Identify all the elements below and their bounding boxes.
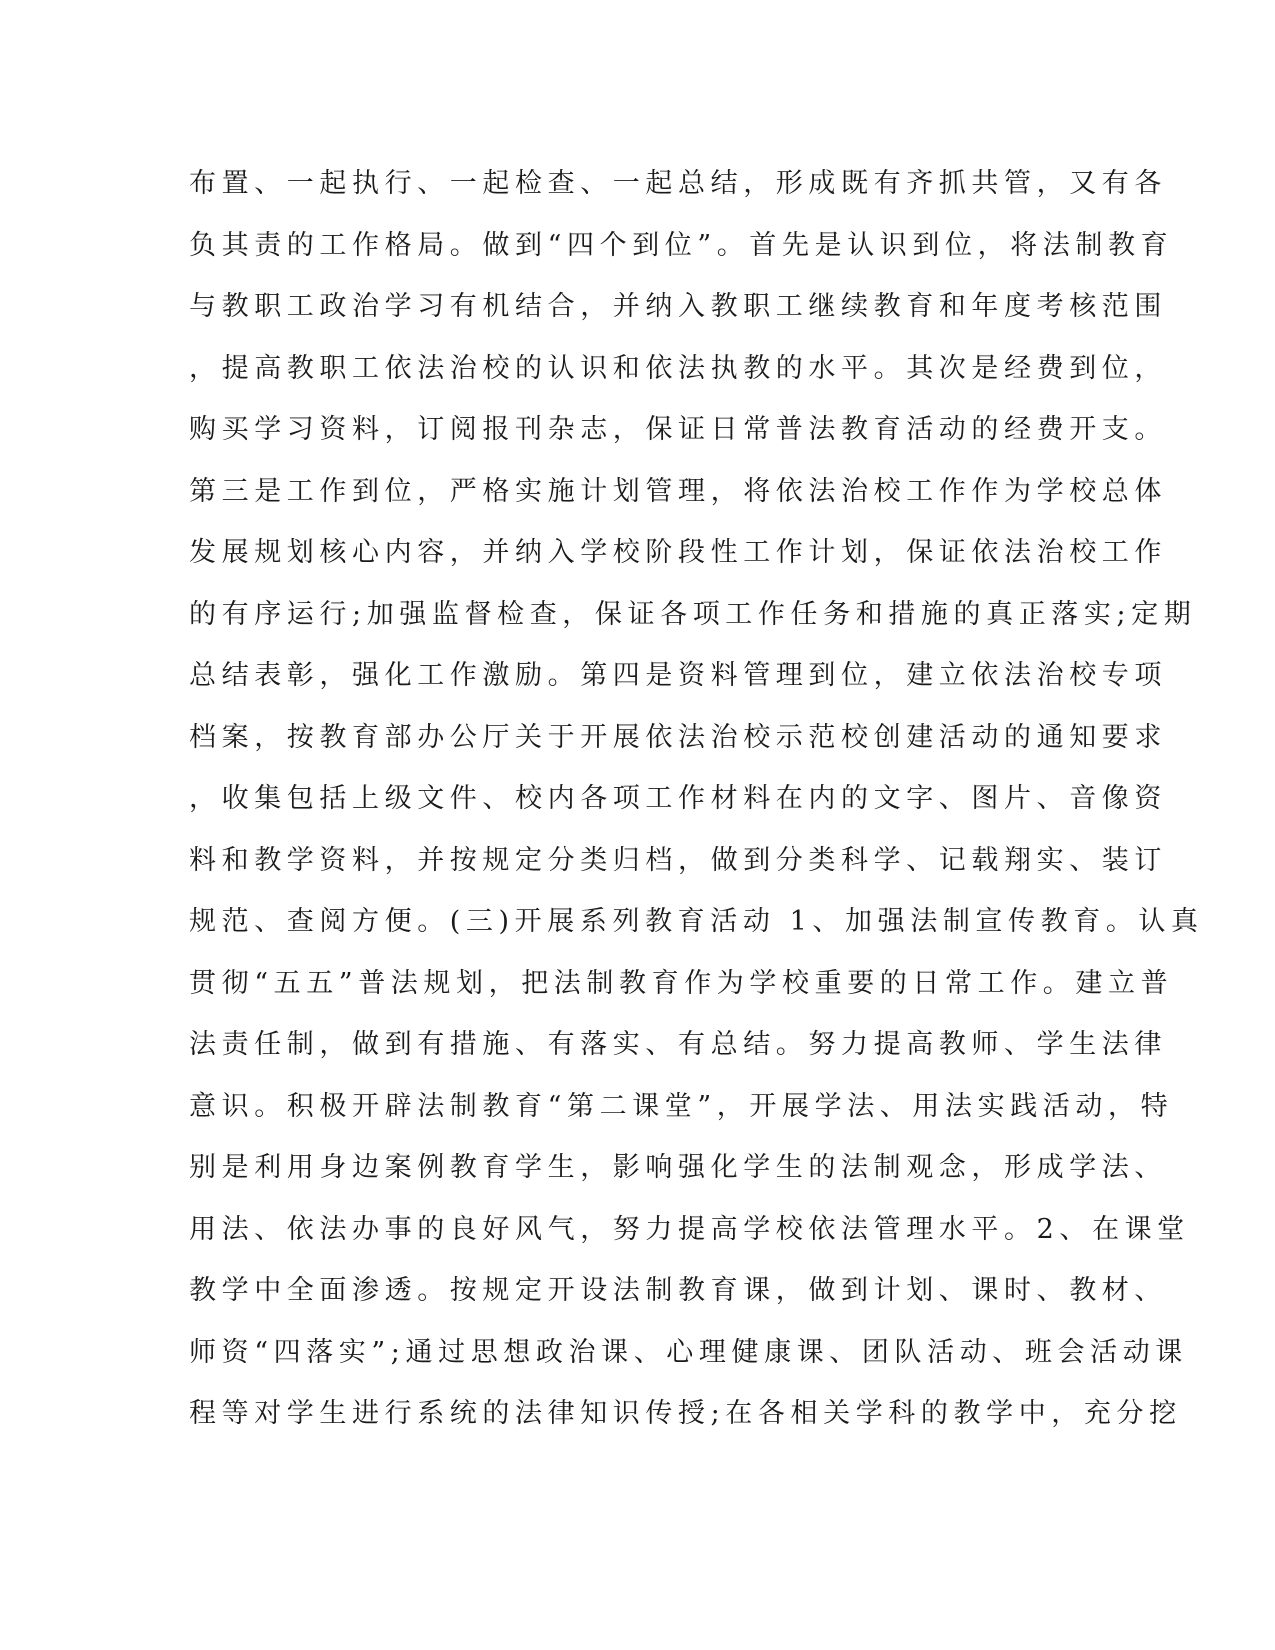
text-line: 用法、依法办事的良好风气，努力提高学校依法管理水平。2、在课堂 bbox=[189, 1213, 1190, 1245]
text-line: 规范、查阅方便。(三)开展系列教育活动 1、加强法制宣传教育。认真 bbox=[189, 906, 1204, 937]
text-line: ，提高教职工依法治校的认识和依法执教的水平。其次是经费到位， bbox=[189, 352, 1167, 384]
text-line: 购买学习资料，订阅报刊杂志，保证日常普法教育活动的经费开支。 bbox=[189, 414, 1167, 445]
text-line: 布置、一起执行、一起检查、一起总结，形成既有齐抓共管，又有各 bbox=[189, 168, 1167, 199]
text-line: 料和教学资料，并按规定分类归档，做到分类科学、记载翔实、装订 bbox=[189, 844, 1167, 876]
text-line: 师资“四落实”;通过思想政治课、心理健康课、团队活动、班会活动课 bbox=[189, 1336, 1188, 1368]
text-line: 贯彻“五五”普法规划，把法制教育作为学校重要的日常工作。建立普 bbox=[189, 967, 1174, 999]
text-line: 档案，按教育部办公厅关于开展依法治校示范校创建活动的通知要求 bbox=[189, 721, 1167, 753]
text-line: 程等对学生进行系统的法律知识传授;在各相关学科的教学中，充分挖 bbox=[189, 1398, 1182, 1429]
text-line: ，收集包括上级文件、校内各项工作材料在内的文字、图片、音像资 bbox=[189, 783, 1167, 814]
body-text bbox=[189, 166, 1204, 1458]
text-line: 负其责的工作格局。做到“四个到位”。首先是认识到位，将法制教育 bbox=[189, 229, 1174, 261]
text-line: 发展规划核心内容，并纳入学校阶段性工作计划，保证依法治校工作 bbox=[189, 537, 1167, 568]
text-line: 别是利用身边案例教育学生，影响强化学生的法制观念，形成学法、 bbox=[189, 1152, 1167, 1183]
text-line: 与教职工政治学习有机结合，并纳入教职工继续教育和年度考核范围 bbox=[189, 291, 1167, 322]
text-line: 法责任制，做到有措施、有落实、有总结。努力提高教师、学生法律 bbox=[189, 1029, 1167, 1060]
text-line: 的有序运行;加强监督检查，保证各项工作任务和措施的真正落实;定期 bbox=[189, 598, 1197, 630]
text-line: 第三是工作到位，严格实施计划管理，将依法治校工作作为学校总体 bbox=[189, 475, 1167, 507]
text-line: 意识。积极开辟法制教育“第二课堂”，开展学法、用法实践活动，特 bbox=[189, 1090, 1174, 1122]
text-line: 总结表彰，强化工作激励。第四是资料管理到位，建立依法治校专项 bbox=[189, 660, 1167, 691]
text-line: 教学中全面渗透。按规定开设法制教育课，做到计划、课时、教材、 bbox=[189, 1275, 1167, 1306]
